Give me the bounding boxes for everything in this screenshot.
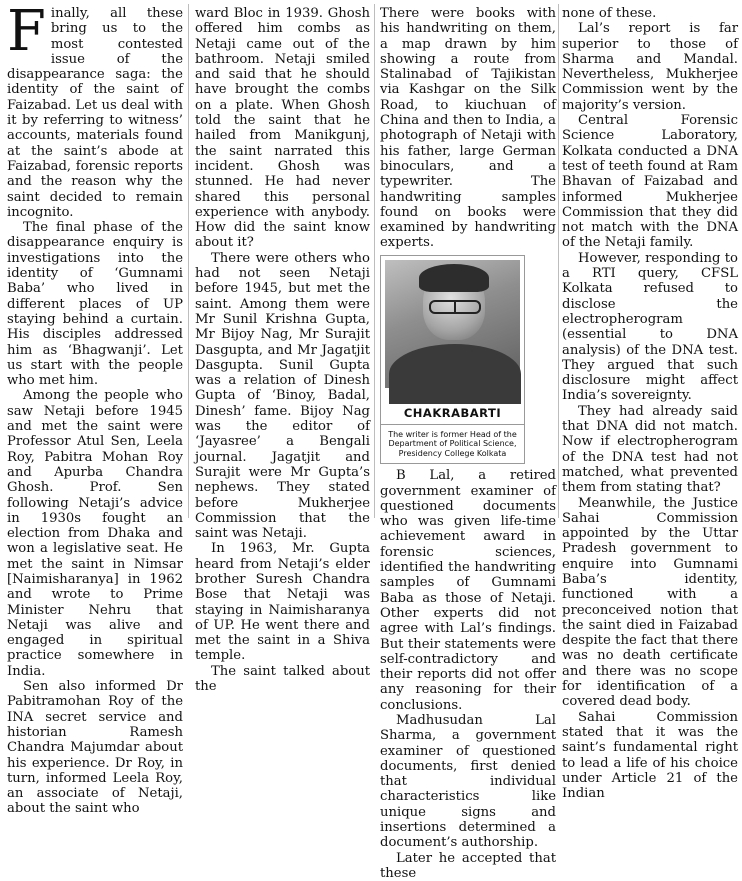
article-paragraph [7,0,183,220]
article-paragraph: none of these. [562,6,657,21]
article-paragraph: Later he accepted that these [380,850,556,881]
article-paragraph: Sahai Commission stated that it was the saint’s fundamental right to lead a life of his choice under Article 21 of the Indian [562,709,738,802]
article-paragraph: Madhusudan Lal Sharma, a government examiner of questioned documents, first denied that individual characteristics like unique signs and insertions determined a document’s authorship. [380,713,556,851]
author-photo [385,260,520,388]
article-paragraph: The final phase of the disappearance enquiry is investigations into the identity of ‘Gumnami Baba’ who lived in different places of UP staying behind a curtain. His disciples addressed him as ‘Bhagwanji’. Let us start with the people who met him. [7,220,183,389]
portrait-glasses [429,300,481,314]
article-paragraph: However, responding to a RTI query, CFSL Kolkata refused to disclose the electropherogram (essential to DNA analysis) of the DNA test. They argued that such disclosure might affect India’s sovereignty. [562,250,738,404]
author-caption: The writer is former Head of the Department of Political Science, Presidency College Kolkata [381,424,524,462]
article-paragraph: Meanwhile, the Justice Sahai Commission appointed by the Uttar Pradesh government to enquire into Gumnami Baba’s identity, functioned with a preconceived notion that the saint died in Faizabad despite the fact that there was no death certificate and there was no scope for identification of a covered dead body. [562,495,738,710]
portrait-hair [419,264,489,292]
article-paragraph: ward Bloc in 1939. Ghosh offered him combs as Netaji came out of the bathroom. Netaji smiled and said that he should have brought the combs on a plate. When Ghosh told the saint that he hailed from Manikgunj, the saint narrated this incident. Ghosh was stunned. He had never shared this personal experience with anybody. How did the saint know about it? [195,6,370,251]
column-divider [558,4,559,518]
article-column-4 [562,6,738,801]
article-paragraph: There were books with his handwriting on them, a map drawn by him showing a route from Stalinabad of Tajikistan via Kashgar on the Silk Road, to kiuchuan of China and then to India, a photograph of Netaji with his father, large German binoculars, and a typewriter. The handwriting samples found on books were examined by handwriting experts. [380,6,556,251]
article-paragraph: In 1963, Mr. Gupta heard from Netaji’s elder brother Suresh Chandra Bose that Netaji was staying in Naimisharanya of UP. He went there and met the saint in a Shiva temple. [195,541,370,664]
article-paragraph: They had already said that DNA did not match. Now if electropherogram of the DNA test had not matched, what prevented them from stating that? [562,403,738,496]
article-paragraph: Central Forensic Science Laboratory, Kolkata conducted a DNA test of teeth found at Ram Bhavan of Faizabad and informed Mukherjee Commission that they did not match with the DNA of the Netaji family. [562,113,738,251]
drop-cap: F [7,0,46,64]
article-paragraph: There were others who had not seen Netaji before 1945, but met the saint. Among them were Mr Sunil Krishna Gupta, Mr Bijoy Nag, Mr Surajit Dasgupta, and Mr Jagatjit Dasgupta. Sunil Gupta was a relation of Dinesh Gupta of ‘Binoy, Badal, Dinesh’ fame. Bijoy Nag was the editor of ‘Jayasree’ a Bengali journal. Jagatjit and Surajit were Mr Gupta’s nephews. They stated before Mukherjee Commission that the saint was Netaji. [195,250,370,542]
article-paragraph: Among the people who saw Netaji before 1945 and met the saint were Professor Atul Sen, Leela Roy, Pabitra Mohan Roy and Apurba Chandra Ghosh. Prof. Sen following Netaji’s advice in 1930s fought an election from Dhaka and won a legislative seat. He met the saint in Nimsar [Naimisharanya] in 1962 and wrote to Prime Minister Nehru that Netaji was alive and engaged in spiritual practice somewhere in India. [7,388,183,679]
article-paragraph: Lal’s report is far superior to those of Sharma and Mandal. Nevertheless, Mukherjee Commission went by the majority’s version. [562,21,738,113]
article-paragraph: B Lal, a retired government examiner of questioned documents who was given life-time achievement award in forensic sciences, identified the handwriting samples of Gumnami Baba as those of Netaji. Other experts did not agree with Lal’s findings. But their statements were self-contradictory and their reports did not offer any reasoning for their conclusions. [380,468,556,713]
paragraph-text: inally, all these bring us to the most contested issue of the disappearance saga: the identity of the saint of Faizabad. Let us deal with it by referring to witness’ accounts, materials found at the saint’s abode at Faizabad, forensic reports and the reason why the saint decided to remain incognito. [7,6,183,220]
column-divider [374,4,375,518]
article-column-1 [7,0,183,817]
author-last-name: CHAKRABARTI [403,405,502,420]
article-column-2 [195,6,370,694]
article-paragraph: Sen also informed Dr Pabitramohan Roy of the INA secret service and historian Ramesh Chandra Majumdar about his experience. Dr Roy, in turn, informed Leela Roy, an associate of Netaji, about the saint who [7,679,183,817]
author-box [380,255,525,465]
portrait-shoulders [389,344,521,404]
column-divider [188,4,189,518]
article-column-3 [380,6,556,881]
article-paragraph: The saint talked about the [195,663,370,695]
